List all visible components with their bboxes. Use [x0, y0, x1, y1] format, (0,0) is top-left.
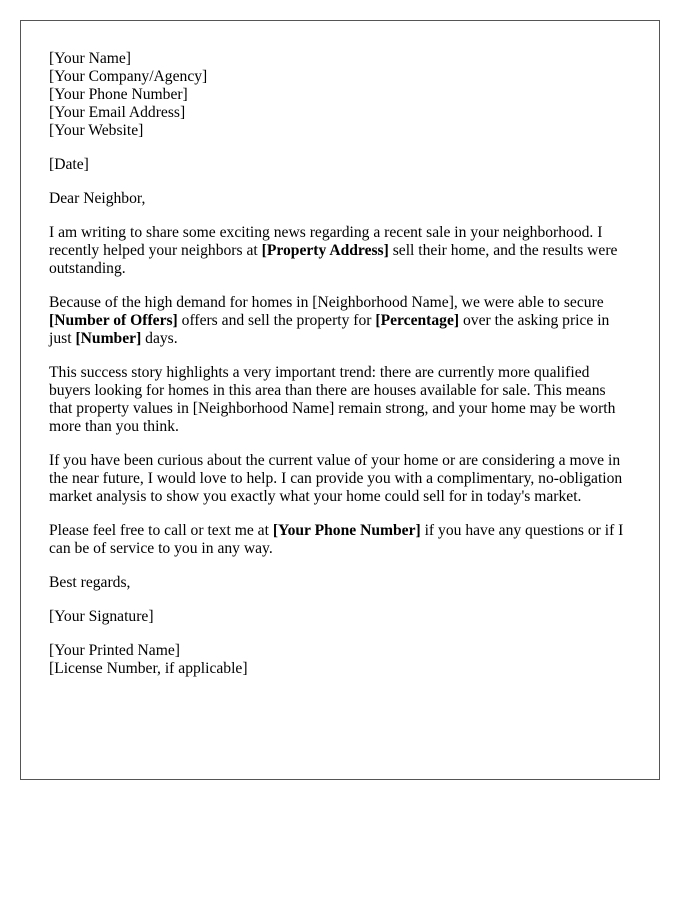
- paragraph-demand: [49, 294, 631, 348]
- p2-text-d: over the asking price in just: [49, 312, 610, 347]
- sender-name: [Your Name]: [49, 50, 132, 67]
- letter-date: [Date]: [49, 156, 89, 173]
- sender-email: [Your Email Address]: [49, 104, 186, 121]
- signer-block: [49, 642, 631, 678]
- number-of-days-placeholder: [Number]: [75, 330, 142, 347]
- p5-text-c: if you have any questions or if I can be of service to you in any way.: [49, 522, 624, 557]
- sender-company: [Your Company/Agency]: [49, 68, 208, 85]
- paragraph-offer: If you have been curious about the current value of your home or are considering a move in the near future, I would love to help. I can provide you with a complimentary, no-obligation market analysis to show you exactly what your home could sell for in today's market.: [49, 452, 623, 505]
- salutation: Dear Neighbor,: [49, 190, 146, 207]
- printed-name: [Your Printed Name]: [49, 642, 180, 659]
- signature: [Your Signature]: [49, 608, 154, 625]
- closing: Best regards,: [49, 574, 131, 591]
- p1-text-c: sell their home, and the results were outstanding.: [49, 242, 618, 277]
- letter-page: [20, 20, 660, 780]
- paragraph-contact: [49, 522, 631, 558]
- p2-text-c: offers and sell the property for: [177, 312, 376, 329]
- percentage-placeholder: [Percentage]: [375, 312, 460, 329]
- sender-block: [49, 50, 631, 140]
- number-of-offers-placeholder: [Number of Offers]: [49, 312, 178, 329]
- paragraph-recent-sale: [49, 224, 631, 278]
- p2-text-e: days.: [141, 330, 178, 347]
- phone-number-placeholder: [Your Phone Number]: [272, 522, 421, 539]
- p5-text-a: Please feel free to call or text me at: [49, 522, 273, 539]
- sender-phone: [Your Phone Number]: [49, 86, 188, 103]
- property-address-placeholder: [Property Address]: [261, 242, 389, 259]
- p2-text-a: Because of the high demand for homes in [Neighborhood Name], we were able to secure: [49, 294, 604, 311]
- license-number: [License Number, if applicable]: [49, 660, 248, 677]
- p1-text-a: I am writing to share some exciting news regarding a recent sale in your neighborhood. I recently helped your neighbors at: [49, 224, 603, 259]
- paragraph-trend: This success story highlights a very important trend: there are currently more qualified buyers looking for homes in this area than there are houses available for sale. This means that property values in [Neighborhood Name] remain strong, and your home may be worth more than you think.: [49, 364, 616, 435]
- sender-website: [Your Website]: [49, 122, 144, 139]
